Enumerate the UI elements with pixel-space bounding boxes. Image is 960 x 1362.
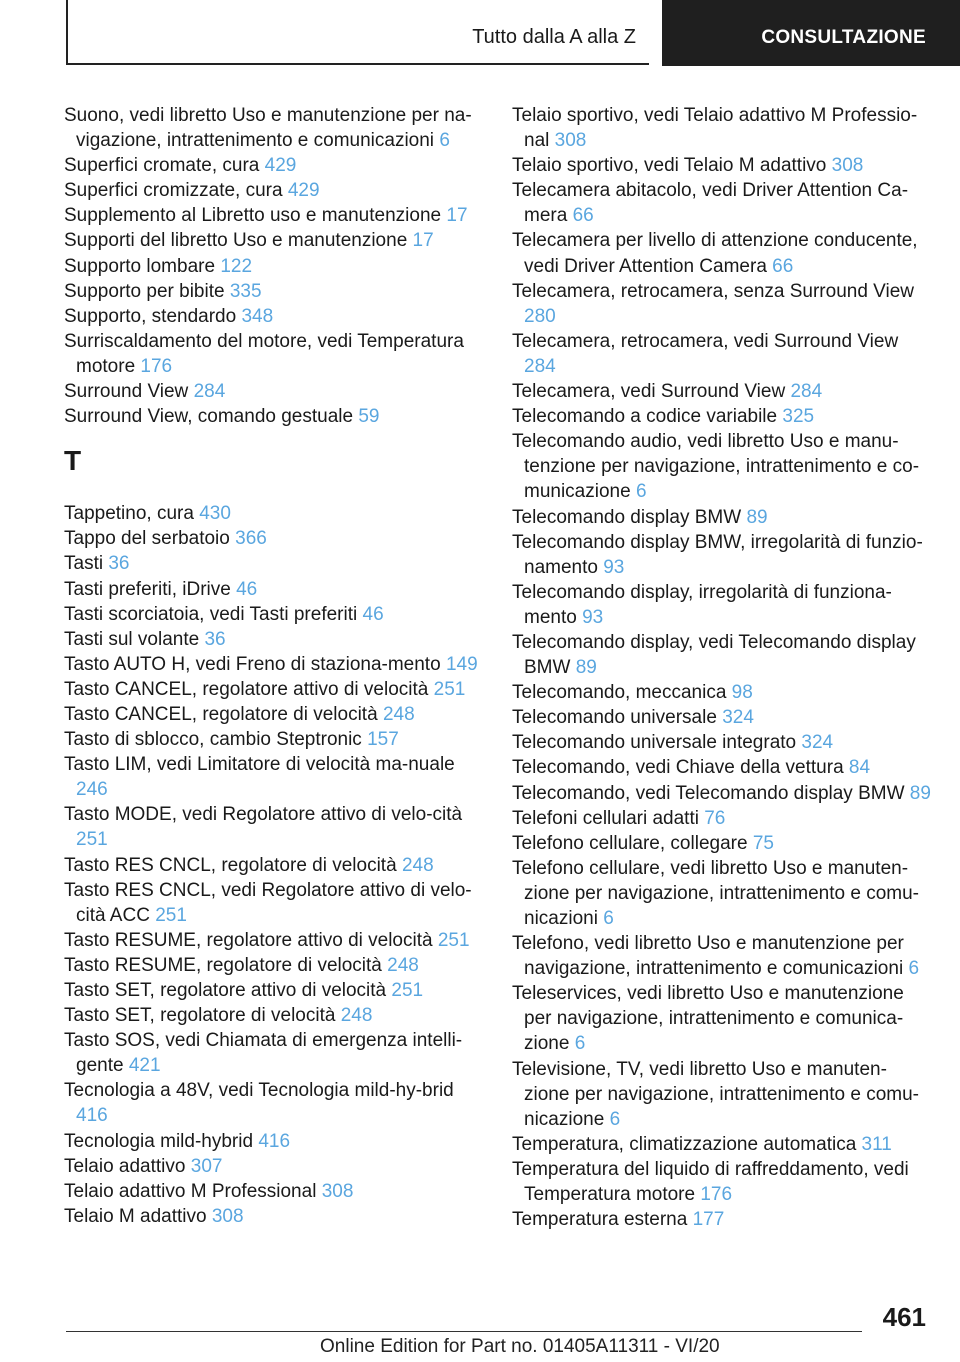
index-entry-term: Tasti preferiti, iDrive [64,578,231,600]
index-entry-term: Tasti scorciatoia, vedi Tasti preferiti [64,603,358,625]
index-entry-term: Telaio adattivo [64,1155,186,1177]
index-entry-page-link[interactable]: 36 [108,553,130,575]
index-entry-page-link[interactable]: 176 [700,1184,733,1206]
index-entry-term: Tasto RES CNCL, regolatore di velocità [64,854,397,876]
index-entry-page-link[interactable]: 308 [211,1205,244,1227]
index-entry-term: Tasto CANCEL, regolatore attivo di velocità [64,678,429,700]
index-entry-term: Tasti [64,553,104,575]
index-entry-page-link[interactable]: 284 [524,355,556,377]
index-entry-term: Telaio sportivo, vedi Telaio adattivo M Professio-nal [512,105,918,152]
index-entry-page-link[interactable]: 284 [193,381,226,403]
index-entry [512,1157,932,1207]
index-entry-term: Superfici cromizzate, cura [64,180,283,202]
index-entry-term: Supplemento al Libretto uso e manutenzione [64,205,442,227]
index-entry-term: Telaio sportivo, vedi Telaio M adattivo [512,155,827,177]
index-entry [64,501,484,526]
index-entry-page-link[interactable]: 176 [140,355,173,377]
index-entry-term: Tasto SET, regolatore di velocità [64,1005,336,1027]
index-entry-page-link[interactable]: 416 [76,1105,108,1127]
index-entry-term: Supporto per bibite [64,280,225,302]
index-entry [64,153,484,178]
index-entry-page-link[interactable]: 248 [340,1005,373,1027]
index-entry-term: Tappetino, cura [64,503,194,525]
index-entry-term: Tasto di sblocco, cambio Steptronic [64,729,362,751]
index-entry [512,279,932,329]
index-entry [64,1129,484,1154]
header-chapter-label: CONSULTAZIONE [761,27,926,48]
index-entry-term: Tasto SOS, vedi Chiamata di emergenza intelli-gente [64,1030,463,1077]
index-entry-page-link[interactable]: 307 [190,1155,223,1177]
index-entry-term: Telaio M adattivo [64,1205,207,1227]
index-entry-term: Supporti del libretto Uso e manutenzione [64,230,408,252]
index-entry [64,878,484,928]
index-entry [512,404,932,429]
index-entry-term: Telecomando, meccanica [512,682,727,704]
index-entry-term: Televisione, TV, vedi libretto Uso e manuten-zione per navigazione, intrattenimento e comu-nicazione [512,1058,920,1130]
index-entry-term: Surriscaldamento del motore, vedi Temperatura motore [64,330,464,377]
index-entry-page-link[interactable]: 84 [848,757,871,779]
index-entry-term: Telecomando audio, vedi libretto Uso e manu-tenzione per navigazione, intrattenimento e co-municazione [512,431,920,503]
index-entry-page-link[interactable]: 17 [412,230,434,252]
index-entry-term: Tecnologia mild-hybrid [64,1130,254,1152]
index-entry-term: Tasto LIM, vedi Limitatore di velocità ma-nuale [64,754,455,776]
index-entry [512,705,932,730]
index-entry-term: Telefono, vedi libretto Uso e manutenzione per navigazione, intrattenimento e comunicazioni [512,933,904,980]
index-entry-page-link[interactable]: 251 [76,829,108,851]
index-entry-page-link[interactable]: 149 [445,653,478,675]
index-entry [512,103,932,153]
index-entry-page-link[interactable]: 93 [582,606,604,628]
index-entry-page-link[interactable]: 177 [692,1209,725,1231]
footer-edition-text: Online Edition for Part no. 01405A11311 - VI/20 [320,1336,720,1357]
index-entry-page-link[interactable]: 76 [704,807,726,829]
index-entry [512,1132,932,1157]
index-entry [64,978,484,1003]
index-entry-term: Tasto RESUME, regolatore attivo di velocità [64,929,433,951]
index-entry [512,831,932,856]
index-entry [64,577,484,602]
index-entry-page-link[interactable]: 6 [439,130,450,152]
index-entry [512,228,932,278]
index-entry-page-link[interactable]: 284 [790,381,823,403]
index-entry-page-link[interactable]: 66 [572,205,594,227]
index-entry [512,755,932,780]
index-entry-page-link[interactable]: 251 [391,980,424,1001]
index-entry [64,551,484,576]
index-left-column [64,103,484,1229]
index-entry-page-link[interactable]: 6 [603,908,614,929]
index-entry [512,781,932,806]
index-entry-term: Telecomando, vedi Chiave della vettura [512,757,844,779]
index-entry-page-link[interactable]: 6 [609,1108,621,1130]
index-entry-page-link[interactable]: 66 [772,255,794,277]
index-entry-page-link[interactable]: 308 [321,1180,354,1202]
index-entry-page-link[interactable]: 248 [401,854,434,876]
index-entry-term: Tasto AUTO H, vedi Freno di staziona-mento [64,653,441,675]
header-chapter-tab [662,0,960,66]
index-entry-page-link[interactable]: 89 [909,782,931,804]
index-entry-term: Tasto MODE, vedi Regolatore attivo di velo-cità [64,804,463,826]
index-entry-term: Superfici cromate, cura [64,155,260,177]
index-entry [512,1207,932,1232]
index-list-t-continued [512,103,932,1232]
index-entry [64,928,484,953]
index-entry-page-link[interactable]: 251 [155,904,187,926]
index-entry-page-link[interactable]: 17 [446,205,468,227]
index-entry [512,680,932,705]
index-entry-term: Tasto SET, regolatore attivo di velocità [64,980,387,1001]
header-bottom-rule [66,63,649,65]
index-entry-term: Telecomando, vedi Telecomando display BMW [512,782,905,804]
index-entry-page-link[interactable]: 98 [731,682,753,704]
index-right-column [512,103,932,1232]
index-entry [64,627,484,652]
index-entry-page-link[interactable]: 311 [861,1133,892,1155]
index-entry [64,752,484,802]
page-number: 461 [882,1302,926,1332]
index-entry-term: Telecamera, retrocamera, vedi Surround View [512,330,899,352]
index-entry [512,505,932,530]
index-entry-page-link[interactable]: 6 [574,1033,586,1055]
index-entry [64,1154,484,1179]
index-entry [64,1078,484,1128]
index-entry-term: Surround View [64,381,189,403]
index-entry-term: Supporto, stendardo [64,305,237,327]
index-entry-page-link[interactable]: 280 [524,305,556,327]
index-entry-page-link[interactable]: 75 [752,832,774,854]
index-entry-term: Supporto lombare [64,255,216,277]
index-entry-page-link[interactable]: 429 [287,180,320,202]
index-entry [64,853,484,878]
index-entry-term: Telecamera, retrocamera, senza Surround View [512,280,915,302]
index-entry-page-link[interactable]: 325 [782,406,815,428]
index-entry-term: Teleservices, vedi libretto Uso e manutenzione per navigazione, intrattenimento e comunica-zione [512,983,904,1055]
index-entry [64,379,484,404]
index-entry-page-link[interactable]: 251 [437,929,470,951]
index-entry-term: Tasto RES CNCL, vedi Regolatore attivo di velo-cità ACC [64,879,472,926]
index-entry-page-link[interactable]: 430 [199,503,231,525]
index-entry [512,730,932,755]
index-entry [512,1057,932,1132]
index-entry-page-link[interactable]: 421 [128,1055,161,1077]
index-entry-term: Telecomando a codice variabile [512,406,778,428]
index-entry [64,329,484,379]
index-entry [64,953,484,978]
index-entry [64,1003,484,1028]
index-entry-term: Telecomando universale integrato [512,732,797,754]
index-list-s [64,103,484,429]
index-entry-page-link[interactable]: 46 [236,578,258,600]
index-entry-page-link[interactable]: 59 [358,406,380,428]
index-entry-term: Telecamera, vedi Surround View [512,381,786,403]
index-entry-page-link[interactable]: 246 [76,779,108,801]
index-entry-term: Telecomando display BMW [512,506,742,528]
index-entry [512,178,932,228]
index-entry [512,329,932,379]
index-entry-page-link[interactable]: 89 [575,657,597,679]
index-entry [512,580,932,630]
page-header [0,0,960,66]
index-entry [512,379,932,404]
index-section-letter: T [64,445,82,477]
index-entry [64,228,484,253]
index-entry [64,727,484,752]
index-entry-term: Tecnologia a 48V, vedi Tecnologia mild-hy-brid [64,1080,454,1102]
index-entry-page-link[interactable]: 366 [235,528,267,550]
index-entry-page-link[interactable]: 89 [746,506,768,528]
index-entry-term: Surround View, comando gestuale [64,406,354,428]
index-entry [64,1204,484,1229]
index-entry-page-link[interactable]: 6 [908,958,920,980]
index-entry-page-link[interactable]: 248 [382,703,415,725]
index-entry [512,630,932,680]
index-entry [64,103,484,153]
index-entry-page-link[interactable]: 429 [264,155,297,177]
index-entry [64,404,484,429]
index-entry [512,981,932,1056]
index-entry-page-link[interactable]: 46 [362,603,384,625]
index-entry-page-link[interactable]: 335 [229,280,262,302]
index-entry-page-link[interactable]: 93 [603,556,625,578]
index-entry-term: Suono, vedi libretto Uso e manutenzione per na-vigazione, intrattenimento e comunicazioni [64,105,472,152]
index-entry [64,279,484,304]
index-entry-page-link[interactable]: 324 [801,732,834,754]
index-entry-term: Telefono cellulare, vedi libretto Uso e manuten-zione per navigazione, intrattenimento e comu-nicazioni [512,857,920,929]
index-entry-term: Telecamera abitacolo, vedi Driver Attention Ca-mera [512,180,909,227]
index-entry-term: Temperatura, climatizzazione automatica [512,1133,857,1155]
index-entry [64,802,484,852]
index-entry [64,526,484,551]
index-entry [64,254,484,279]
index-entry [512,429,932,504]
index-entry [64,677,484,702]
index-entry-page-link[interactable]: 251 [433,678,466,700]
index-entry [64,652,484,677]
index-entry [512,530,932,580]
index-entry-term: Tappo del serbatoio [64,528,230,550]
index-entry [512,931,932,981]
index-entry [512,806,932,831]
index-entry-term: Tasti sul volante [64,628,200,650]
index-entry-page-link[interactable]: 308 [554,130,587,152]
index-entry-page-link[interactable]: 348 [241,305,274,327]
index-entry [512,856,932,931]
index-entry-page-link[interactable]: 308 [831,155,864,177]
index-entry-page-link[interactable]: 36 [204,628,226,650]
index-entry [64,702,484,727]
index-entry-term: Telecamera per livello di attenzione conducente, vedi Driver Attention Camera [512,230,918,277]
index-entry [64,304,484,329]
index-entry-term: Tasto RESUME, regolatore di velocità [64,954,382,976]
index-entry-term: Telecomando display BMW, irregolarità di funzio-namento [512,531,923,578]
index-entry [512,153,932,178]
index-entry [64,178,484,203]
index-entry-term: Telefono cellulare, collegare [512,832,748,854]
index-entry [64,1028,484,1078]
index-entry-page-link[interactable]: 6 [635,481,647,503]
index-entry-page-link[interactable]: 324 [722,707,754,729]
index-entry-term: Telecomando display, irregolarità di funziona-mento [512,581,892,628]
index-entry-term: Tasto CANCEL, regolatore di velocità [64,703,378,725]
footer-rule [66,1331,862,1332]
index-list-t [64,501,484,1229]
index-entry-term: Telecomando display, vedi Telecomando display BMW [512,631,916,679]
index-entry-page-link[interactable]: 157 [367,729,399,751]
index-entry-page-link[interactable]: 122 [220,255,253,277]
index-entry [64,602,484,627]
index-entry-term: Temperatura esterna [512,1209,688,1231]
index-entry-term: Telecomando universale [512,707,717,729]
index-entry-term: Temperatura del liquido di raffreddamento, vedi Temperatura motore [512,1158,909,1206]
header-section-title: Tutto dalla A alla Z [472,26,636,48]
index-entry-term: Telefoni cellulari adatti [512,807,699,829]
index-entry-page-link[interactable]: 248 [387,954,419,976]
index-entry [64,1179,484,1204]
index-entry-page-link[interactable]: 416 [258,1130,291,1152]
index-entry [64,203,484,228]
index-entry-term: Telaio adattivo M Professional [64,1180,317,1202]
